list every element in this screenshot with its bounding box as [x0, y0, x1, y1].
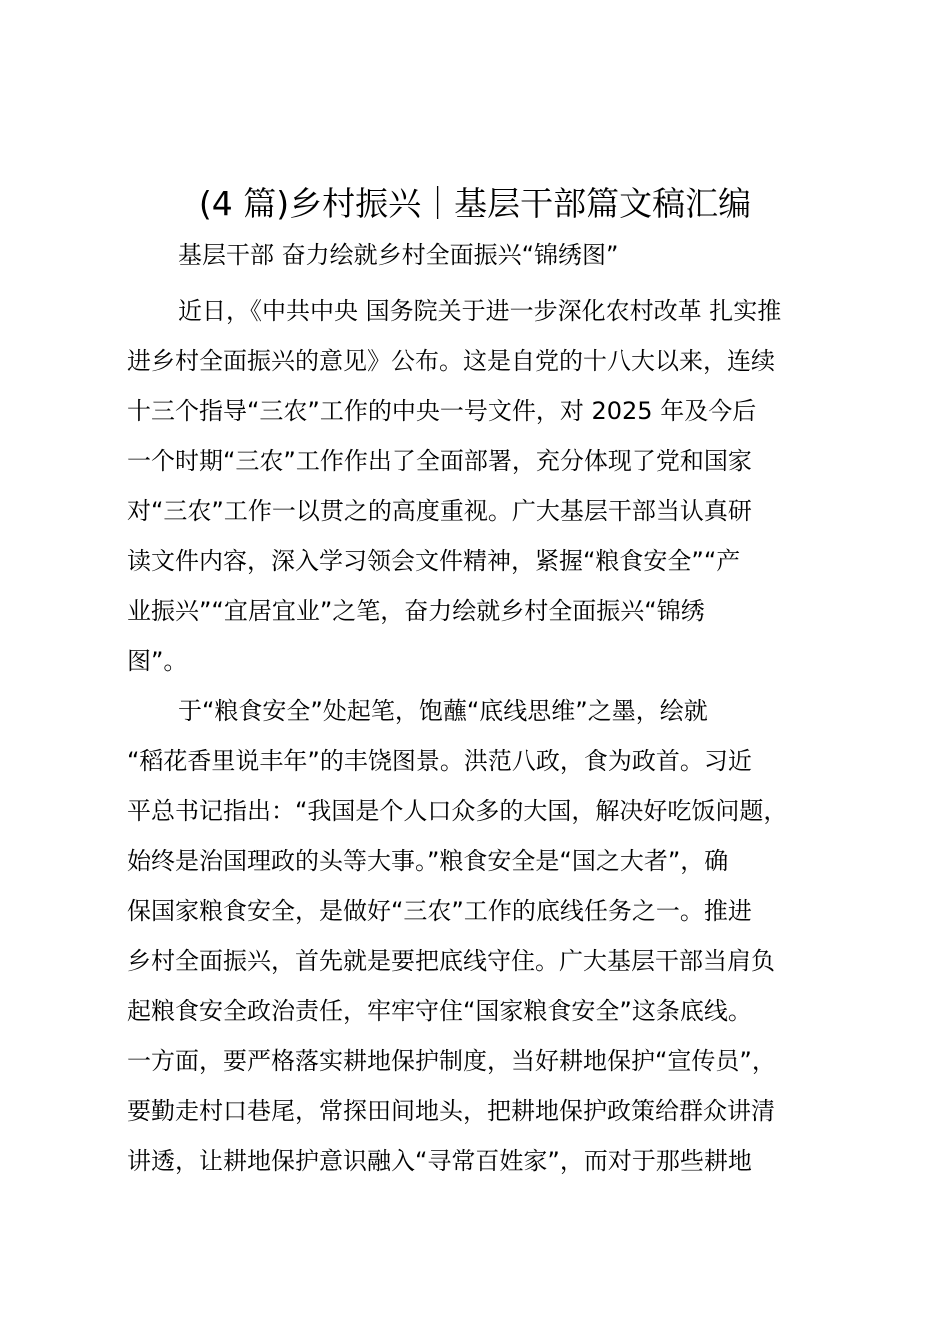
paragraph-line: 要勤走村口巷尾，常探田间地头，把耕地保护政策给群众讲清 — [127, 1097, 775, 1125]
paragraph-line: 保国家粮食安全，是做好“三农”工作的底线任务之一。推进 — [127, 897, 752, 925]
paragraph-line: 读文件内容，深入学习领会文件精神，紧握“粮食安全”“产 — [127, 547, 741, 575]
paragraph-line: 一个时期“三农”工作作出了全面部署，充分体现了党和国家 — [127, 447, 752, 475]
paragraph-line: 起粮食安全政治责任，牢牢守住“国家粮食安全”这条底线。 — [127, 997, 752, 1025]
paragraph-line: “稻花香里说丰年”的丰饶图景。洪范八政，食为政首。习近 — [127, 747, 752, 775]
paragraph-line: 图”。 — [127, 647, 188, 675]
paragraph-line: 讲透，让耕地保护意识融入“寻常百姓家”，而对于那些耕地 — [127, 1147, 752, 1175]
paragraph-line: 于“粮食安全”处起笔，饱蘸“底线思维”之墨，绘就 — [178, 697, 708, 725]
paragraph-line: 乡村全面振兴，首先就是要把底线守住。广大基层干部当肩负 — [127, 947, 775, 975]
document-title: (4 篇)乡村振兴｜基层干部篇文稿汇编 — [198, 184, 752, 223]
paragraph-line: 始终是治国理政的头等大事。”粮食安全是“国之大者”，确 — [127, 847, 729, 875]
paragraph-line: 进乡村全面振兴的意见》公布。这是自党的十八大以来，连续 — [127, 347, 775, 375]
document-body — [127, 286, 837, 1186]
document-subtitle: 基层干部 奋力绘就乡村全面振兴“锦绣图” — [178, 241, 619, 269]
paragraph-line: 平总书记指出：“我国是个人口众多的大国，解决好吃饭问题， — [127, 797, 788, 825]
paragraph-line: 对“三农”工作一以贯之的高度重视。广大基层干部当认真研 — [127, 497, 752, 525]
paragraph-line: 业振兴”“宜居宜业”之笔，奋力绘就乡村全面振兴“锦绣 — [127, 597, 705, 625]
paragraph-line: 一方面，要严格落实耕地保护制度，当好耕地保护“宣传员”， — [127, 1047, 776, 1075]
paragraph-line: 十三个指导“三农”工作的中央一号文件，对 2025 年及今后 — [127, 397, 757, 425]
paragraph-line: 近日，《中共中央 国务院关于进一步深化农村改革 扎实推 — [178, 297, 782, 325]
